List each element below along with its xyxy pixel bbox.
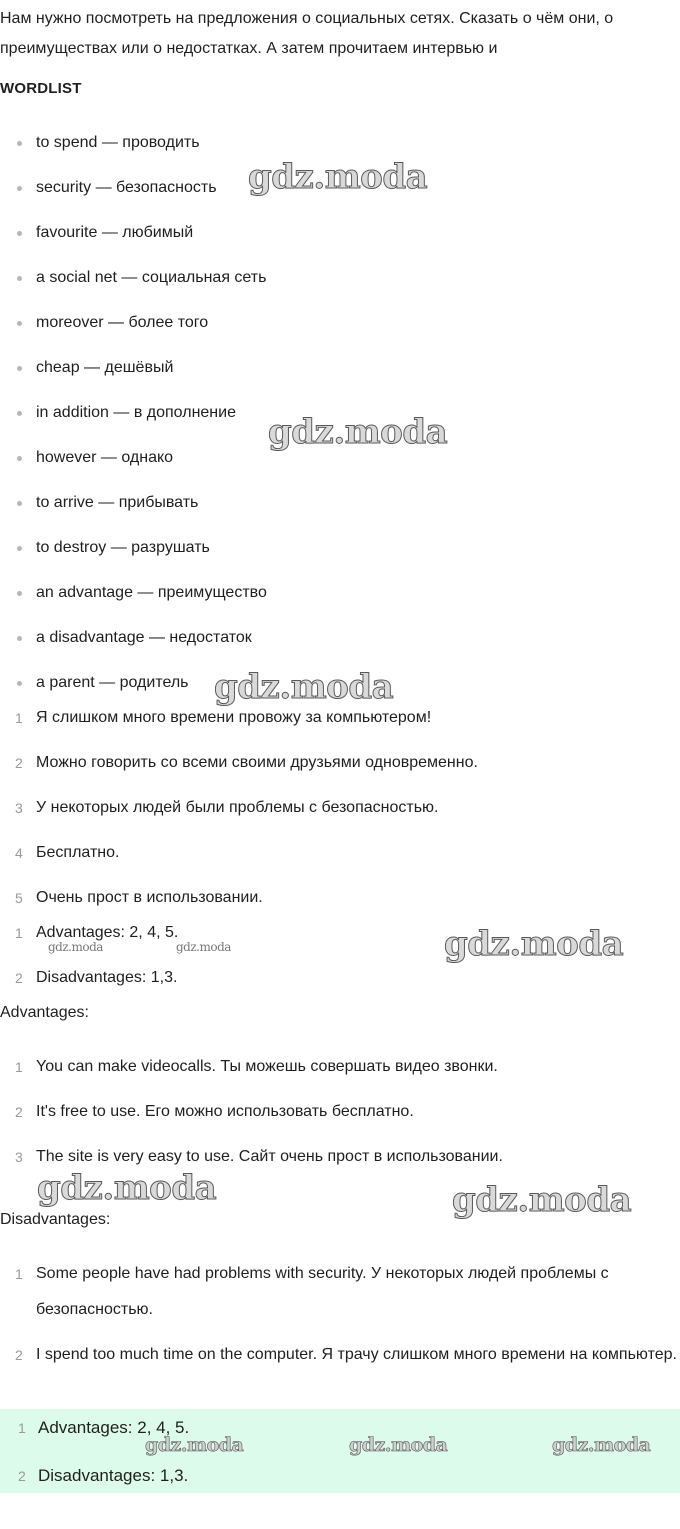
item-number: 2: [15, 755, 23, 771]
item-number: 1: [15, 1266, 23, 1282]
item-number: 2: [15, 1104, 23, 1120]
wordlist-item: to spend — проводить: [0, 130, 267, 175]
summary-text: Advantages: 2, 4, 5.: [36, 924, 179, 941]
watermark: gdz.moda: [176, 940, 231, 954]
item-number: 4: [15, 845, 23, 861]
answer-item: [0, 1463, 189, 1493]
summary-list: [0, 920, 178, 1001]
wordlist-item: a social net — социальная сеть: [0, 265, 267, 310]
sentence-text: Можно говорить со всеми своими друзьями одновременно.: [36, 754, 478, 771]
watermark: gdz.moda: [145, 1434, 244, 1456]
watermark: gdz.moda: [349, 1434, 448, 1456]
wordlist-item: a parent — родитель: [0, 670, 267, 715]
sentence-text: Очень прост в использовании.: [36, 889, 263, 906]
summary-text: Disadvantages: 1,3.: [36, 969, 178, 986]
wordlist-item: however — однако: [0, 445, 267, 490]
watermark: gdz.moda: [214, 667, 394, 707]
item-number: 2: [18, 1468, 26, 1484]
item-number: 5: [15, 890, 23, 906]
wordlist-item: to arrive — прибывать: [0, 490, 267, 535]
wordlist-item: a disadvantage — недостаток: [0, 625, 267, 670]
sentence-text: У некоторых людей были проблемы с безопасностью.: [36, 799, 439, 816]
item-number: 2: [15, 970, 23, 986]
disadvantage-item: [0, 1337, 680, 1409]
item-number: 1: [15, 925, 23, 941]
wordlist-item: in addition — в дополнение: [0, 400, 267, 445]
item-number: 1: [15, 710, 23, 726]
wordlist: [0, 130, 267, 715]
sentence-list: [0, 705, 478, 930]
item-number: 1: [18, 1420, 26, 1436]
watermark: gdz.moda: [268, 412, 448, 452]
watermark: gdz.moda: [248, 157, 428, 197]
watermark: gdz.moda: [37, 1168, 217, 1208]
wordlist-item: security — безопасность: [0, 175, 267, 220]
answer-text: Advantages: 2, 4, 5.: [38, 1418, 190, 1437]
advantage-text: The site is very easy to use. Сайт очень прост в использовании.: [36, 1148, 503, 1165]
disadvantage-text: Some people have had problems with security. У некоторых людей проблемы с безопасностью.: [36, 1265, 609, 1318]
item-number: 3: [15, 800, 23, 816]
watermark: gdz.moda: [552, 1434, 651, 1456]
advantage-text: You can make videocalls. Ты можешь совершать видео звонки.: [36, 1058, 498, 1075]
item-number: 3: [15, 1149, 23, 1165]
sentence-text: Я слишком много времени провожу за компьютером!: [36, 709, 432, 726]
sentence-item: [0, 750, 478, 795]
wordlist-item: moreover — более того: [0, 310, 267, 355]
wordlist-item: cheap — дешёвый: [0, 355, 267, 400]
sentence-item: [0, 795, 478, 840]
wordlist-heading: WORDLIST: [0, 80, 82, 97]
sentence-text: Бесплатно.: [36, 844, 120, 861]
advantages-label: Advantages:: [0, 1004, 89, 1021]
watermark: gdz.moda: [452, 1180, 632, 1220]
watermark: gdz.moda: [444, 924, 624, 964]
advantage-item: [0, 1099, 503, 1144]
item-number: 2: [15, 1347, 23, 1363]
item-number: 1: [15, 1059, 23, 1075]
disadvantages-list: [0, 1261, 680, 1409]
advantage-text: It's free to use. Его можно использовать бесплатно.: [36, 1103, 414, 1120]
answer-text: Disadvantages: 1,3.: [38, 1466, 189, 1485]
disadvantage-item: [0, 1256, 680, 1337]
sentence-item: [0, 840, 478, 885]
wordlist-item: favourite — любимый: [0, 220, 267, 265]
summary-item: [0, 965, 178, 1001]
advantage-item: [0, 1054, 503, 1099]
sentence-item: [0, 705, 478, 750]
wordlist-item: to destroy — разрушать: [0, 535, 267, 580]
wordlist-item: an advantage — преимущество: [0, 580, 267, 625]
intro-text: Нам нужно посмотреть на предложения о социальных сетях. Сказать о чём они, о преимуществах или о недостатках. А затем прочитаем интервью и: [0, 10, 614, 57]
disadvantage-text: I spend too much time on the computer. Я трачу слишком много времени на компьютер.: [36, 1346, 677, 1363]
watermark: gdz.moda: [48, 940, 103, 954]
disadvantages-label: Disadvantages:: [0, 1211, 111, 1228]
